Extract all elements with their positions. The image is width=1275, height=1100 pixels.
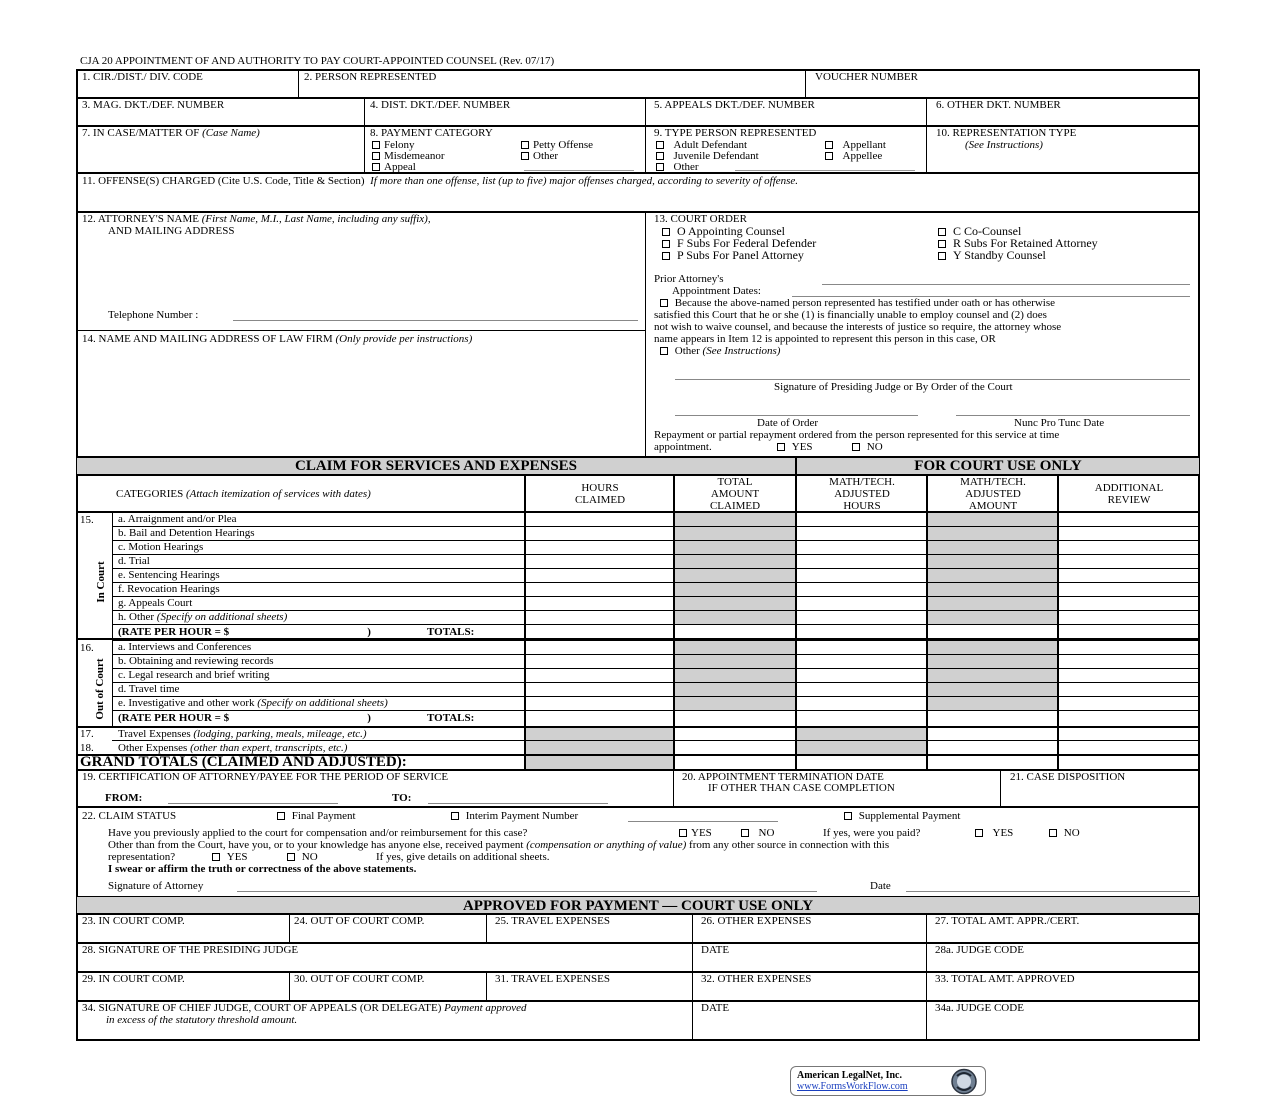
telephone-input[interactable]	[233, 320, 638, 321]
appointment-dates-label: Appointment Dates:	[672, 285, 761, 297]
type-juvenile-defendant[interactable]: Juvenile Defendant	[656, 150, 759, 162]
to-input[interactable]	[428, 803, 608, 804]
field-5-input[interactable]	[647, 112, 924, 124]
question-2-details: If yes, give details on additional sheets.	[376, 851, 550, 863]
out-court-item: e. Investigative and other work (Specify on additional sheets)	[118, 697, 388, 709]
field-34-label: 34. SIGNATURE OF CHIEF JUDGE, COURT OF APPEALS (OR DELEGATE) Payment approved	[82, 1002, 527, 1014]
checkbox-icon[interactable]	[277, 812, 285, 820]
order-appointing-counsel[interactable]: O Appointing Counsel	[662, 225, 785, 237]
math-amount-header: MATH/TECH. ADJUSTED AMOUNT	[960, 476, 1026, 512]
in-court-totals: TOTALS:	[427, 626, 475, 638]
repayment-yes[interactable]: YES	[777, 441, 813, 453]
field-34a-label: 34a. JUDGE CODE	[935, 1002, 1024, 1014]
question-2-cont: representation?	[108, 851, 176, 863]
repayment-no[interactable]: NO	[852, 441, 883, 453]
repayment-text-2: appointment.	[654, 441, 712, 453]
checkbox-icon[interactable]	[662, 228, 670, 236]
field-24-label: 24. OUT OF COURT COMP.	[294, 915, 425, 927]
signature-of-attorney-input[interactable]	[237, 891, 817, 892]
field-23-label: 23. IN COURT COMP.	[82, 915, 185, 927]
field-11-input[interactable]	[80, 188, 1196, 208]
field-20-label: 20. APPOINTMENT TERMINATION DATE	[682, 771, 884, 783]
question-1-no[interactable]: NO	[741, 827, 774, 839]
type-other[interactable]: Other	[656, 161, 699, 173]
in-court-item: c. Motion Hearings	[118, 541, 204, 553]
checkbox-icon[interactable]	[656, 163, 664, 171]
field-9-label: 9. TYPE PERSON REPRESENTED	[654, 127, 817, 139]
to-label: TO:	[392, 792, 412, 804]
checkbox-icon[interactable]	[521, 152, 529, 160]
because-text-2: satisfied this Court that he or she (1) is financially unable to employ counsel and (2) does	[654, 309, 1047, 321]
field-5-label: 5. APPEALS DKT./DEF. NUMBER	[654, 99, 815, 111]
interim-number-input[interactable]	[628, 821, 778, 822]
checkbox-icon[interactable]	[521, 141, 529, 149]
checkbox-icon[interactable]	[975, 829, 983, 837]
field-10-note: (See Instructions)	[965, 139, 1043, 151]
voucher-label: VOUCHER NUMBER	[815, 71, 918, 83]
field-30-label: 30. OUT OF COURT COMP.	[294, 973, 425, 985]
telephone-label: Telephone Number :	[108, 309, 199, 321]
field-2-label: 2. PERSON REPRESENTED	[304, 71, 437, 83]
field-3-label: 3. MAG. DKT./DEF. NUMBER	[82, 99, 225, 111]
field-34-label-2: in excess of the statutory threshold amount.	[106, 1014, 298, 1026]
grand-totals-label: GRAND TOTALS (CLAIMED AND ADJUSTED):	[80, 754, 407, 770]
field-28a-label: 28a. JUDGE CODE	[935, 944, 1024, 956]
checkbox-icon[interactable]	[777, 443, 785, 451]
attorney-date-input[interactable]	[906, 891, 1190, 892]
in-court-item: d. Trial	[118, 555, 150, 567]
field-21-label: 21. CASE DISPOSITION	[1010, 771, 1126, 783]
form-title: CJA 20 APPOINTMENT OF AND AUTHORITY TO PAY COURT-APPOINTED COUNSEL (Rev. 07/17)	[80, 55, 555, 67]
checkbox-icon[interactable]	[679, 829, 687, 837]
field-34-date-label: DATE	[701, 1002, 730, 1014]
field-28-date-label: DATE	[701, 944, 730, 956]
status-interim[interactable]: Interim Payment Number	[451, 810, 578, 822]
from-input[interactable]	[168, 803, 338, 804]
field-28-label: 28. SIGNATURE OF THE PRESIDING JUDGE	[82, 944, 299, 956]
checkbox-icon[interactable]	[372, 152, 380, 160]
law-firm-input[interactable]	[82, 348, 640, 452]
total-claimed-header: TOTAL AMOUNT CLAIMED	[709, 476, 761, 512]
in-court-item: b. Bail and Detention Hearings	[118, 527, 255, 539]
out-court-totals: TOTALS:	[427, 712, 475, 724]
nunc-pro-tunc-label: Nunc Pro Tunc Date	[1014, 417, 1105, 429]
payment-appeal[interactable]: Appeal	[372, 161, 416, 173]
checkbox-icon[interactable]	[372, 163, 380, 171]
field-29-label: 29. IN COURT COMP.	[82, 973, 185, 985]
checkbox-icon[interactable]	[372, 141, 380, 149]
order-subs-panel-attorney[interactable]: P Subs For Panel Attorney	[662, 249, 804, 261]
field-20-label-2: IF OTHER THAN CASE COMPLETION	[708, 782, 895, 794]
field-8-label: 8. PAYMENT CATEGORY	[370, 127, 493, 139]
field-25-label: 25. TRAVEL EXPENSES	[495, 915, 611, 927]
payment-felony[interactable]: Felony	[372, 139, 415, 151]
date-of-order-label: Date of Order	[757, 417, 819, 429]
out-court-item: d. Travel time	[118, 683, 180, 695]
checkbox-icon[interactable]	[287, 853, 295, 861]
checkbox-icon[interactable]	[825, 141, 833, 149]
checkbox-icon[interactable]	[852, 443, 860, 451]
checkbox-icon[interactable]	[660, 347, 668, 355]
field-31-label: 31. TRAVEL EXPENSES	[495, 973, 611, 985]
out-court-item: a. Interviews and Conferences	[118, 641, 252, 653]
type-appellant[interactable]: Appellant	[825, 139, 886, 151]
section-17-number: 17.	[80, 728, 94, 740]
american-legalnet-badge[interactable]	[790, 1066, 986, 1096]
field-13-label: 13. COURT ORDER	[654, 213, 747, 225]
field-22-label: 22. CLAIM STATUS	[82, 810, 177, 822]
nunc-pro-tunc-line[interactable]	[956, 415, 1190, 416]
field-3-input[interactable]	[78, 112, 362, 124]
field-12-label: 12. ATTORNEY'S NAME (First Name, M.I., Last Name, including any suffix),	[82, 213, 431, 225]
in-court-rate: (RATE PER HOUR = $ )	[118, 626, 371, 638]
prior-attorney-label: Prior Attorney's	[654, 273, 724, 285]
type-appellee[interactable]: Appellee	[825, 150, 882, 162]
payment-petty-offense[interactable]: Petty Offense	[521, 139, 593, 151]
checkbox-icon[interactable]	[660, 299, 668, 307]
in-court-item: e. Sentencing Hearings	[118, 569, 220, 581]
math-hours-header: MATH/TECH. ADJUSTED HOURS	[829, 476, 895, 512]
attorney-date-label: Date	[870, 880, 891, 892]
in-court-item: a. Arraignment and/or Plea	[118, 513, 237, 525]
question-1: Have you previously applied to the court for compensation and/or reimbursement for this case?	[108, 827, 528, 839]
field-14-label: 14. NAME AND MAILING ADDRESS OF LAW FIRM (Only provide per instructions)	[82, 333, 473, 345]
field-1-input[interactable]	[78, 84, 296, 96]
order-standby-counsel[interactable]: Y Standby Counsel	[938, 249, 1046, 261]
order-co-counsel[interactable]: C Co-Counsel	[938, 225, 1021, 237]
field-26-label: 26. OTHER EXPENSES	[701, 915, 812, 927]
field-1-label: 1. CIR./DIST./ DIV. CODE	[82, 71, 203, 83]
field-4-input[interactable]	[366, 112, 643, 124]
repayment-text-1: Repayment or partial repayment ordered from the person represented for this service at time	[654, 429, 1060, 441]
question-2: Other than from the Court, have you, or to your knowledge has anyone else, received payment (compensation or anything of value) from any other source in connection with this	[108, 839, 890, 851]
because-text-3: not wish to waive counsel, and because the interests of justice so require, the attorney whose	[654, 321, 1062, 333]
checkbox-icon[interactable]	[212, 853, 220, 861]
travel-expenses-label: Travel Expenses (lodging, parking, meals, mileage, etc.)	[118, 728, 367, 740]
footer-url[interactable]: www.FormsWorkFlow.com	[797, 1081, 908, 1092]
footer-company: American LegalNet, Inc.	[797, 1070, 902, 1081]
out-of-court-label: Out of Court	[94, 658, 106, 720]
section-18-number: 18.	[80, 742, 94, 754]
prior-attorney-input[interactable]	[822, 284, 1190, 285]
field-27-label: 27. TOTAL AMT. APPR./CERT.	[935, 915, 1080, 927]
field-4-label: 4. DIST. DKT./DEF. NUMBER	[370, 99, 511, 111]
checkbox-icon[interactable]	[451, 812, 459, 820]
swear-statement: I swear or affirm the truth or correctness of the above statements.	[108, 863, 417, 875]
type-adult-defendant[interactable]: Adult Defendant	[656, 139, 747, 151]
checkbox-icon[interactable]	[662, 240, 670, 248]
field-7-label: 7. IN CASE/MATTER OF (Case Name)	[82, 127, 260, 139]
judge-signature-line[interactable]	[675, 379, 1190, 380]
because-text-4: name appears in Item 12 is appointed to represent this person in this case, OR	[654, 333, 996, 345]
judge-signature-label: Signature of Presiding Judge or By Order of the Court	[774, 381, 1013, 393]
paid-no[interactable]: NO	[1049, 827, 1080, 839]
status-final[interactable]: Final Payment	[277, 810, 356, 822]
field-33-label: 33. TOTAL AMT. APPROVED	[935, 973, 1075, 985]
order-other[interactable]: Other (See Instructions)	[660, 345, 780, 357]
question-1-yes[interactable]: YES	[679, 827, 712, 839]
paid-yes[interactable]: YES	[975, 827, 1013, 839]
date-of-order-line[interactable]	[675, 415, 918, 416]
from-label: FROM:	[105, 792, 143, 804]
checkbox-icon[interactable]	[844, 812, 852, 820]
voucher-input[interactable]	[807, 84, 1197, 96]
signature-of-attorney-label: Signature of Attorney	[108, 880, 204, 892]
court-use-title: FOR COURT USE ONLY	[914, 458, 1082, 474]
checkbox-icon[interactable]	[1049, 829, 1057, 837]
attorney-address-input[interactable]	[108, 240, 638, 304]
checkbox-icon[interactable]	[825, 152, 833, 160]
question-2-no[interactable]: NO	[287, 851, 318, 863]
field-2-input[interactable]	[300, 84, 803, 96]
additional-review-header: ADDITIONAL REVIEW	[1094, 482, 1164, 506]
claim-title: CLAIM FOR SERVICES AND EXPENSES	[294, 458, 578, 474]
in-court-item: h. Other (Specify on additional sheets)	[118, 611, 288, 623]
checkbox-icon[interactable]	[656, 152, 664, 160]
in-court-item: f. Revocation Hearings	[118, 583, 220, 595]
out-court-rate: (RATE PER HOUR = $ )	[118, 712, 371, 724]
checkbox-icon[interactable]	[662, 252, 670, 260]
checkbox-icon[interactable]	[656, 141, 664, 149]
checkbox-icon[interactable]	[938, 252, 946, 260]
question-paid: If yes, were you paid?	[823, 827, 921, 839]
checkbox-icon[interactable]	[741, 829, 749, 837]
in-court-label: In Court	[95, 561, 107, 603]
hours-claimed-header: HOURS CLAIMED	[574, 482, 626, 506]
checkbox-icon[interactable]	[938, 240, 946, 248]
field-32-label: 32. OTHER EXPENSES	[701, 973, 812, 985]
checkbox-icon[interactable]	[938, 228, 946, 236]
question-2-yes[interactable]: YES	[212, 851, 248, 863]
field-10-label: 10. REPRESENTATION TYPE	[936, 127, 1077, 139]
payment-misdemeanor[interactable]: Misdemeanor	[372, 150, 444, 162]
categories-header: CATEGORIES (Attach itemization of services with dates)	[116, 488, 371, 500]
order-subs-retained-attorney[interactable]: R Subs For Retained Attorney	[938, 237, 1098, 249]
field-11-label: 11. OFFENSE(S) CHARGED (Cite U.S. Code, Title & Section) If more than one offense, list (up to five) major offenses charged, according to severity of offense.	[82, 175, 799, 187]
because-text-1: Because the above-named person represented has testified under oath or has otherwise	[660, 297, 1055, 309]
in-court-item: g. Appeals Court	[118, 597, 193, 609]
order-subs-federal-defender[interactable]: F Subs For Federal Defender	[662, 237, 816, 249]
section-16-number: 16.	[80, 642, 94, 654]
field-12-label-2: AND MAILING ADDRESS	[108, 225, 235, 237]
field-6-label: 6. OTHER DKT. NUMBER	[936, 99, 1061, 111]
other-expenses-label: Other Expenses (other than expert, transcripts, etc.)	[118, 742, 348, 754]
status-supplemental[interactable]: Supplemental Payment	[844, 810, 960, 822]
approved-title: APPROVED FOR PAYMENT — COURT USE ONLY	[462, 898, 814, 914]
field-19-label: 19. CERTIFICATION OF ATTORNEY/PAYEE FOR THE PERIOD OF SERVICE	[82, 771, 449, 783]
out-court-item: c. Legal research and brief writing	[118, 669, 270, 681]
field-6-input[interactable]	[928, 112, 1198, 124]
section-15-number: 15.	[80, 514, 94, 526]
payment-other[interactable]: Other	[521, 150, 558, 162]
out-court-item: b. Obtaining and reviewing records	[118, 655, 274, 667]
globe-logo-icon	[947, 1068, 981, 1095]
